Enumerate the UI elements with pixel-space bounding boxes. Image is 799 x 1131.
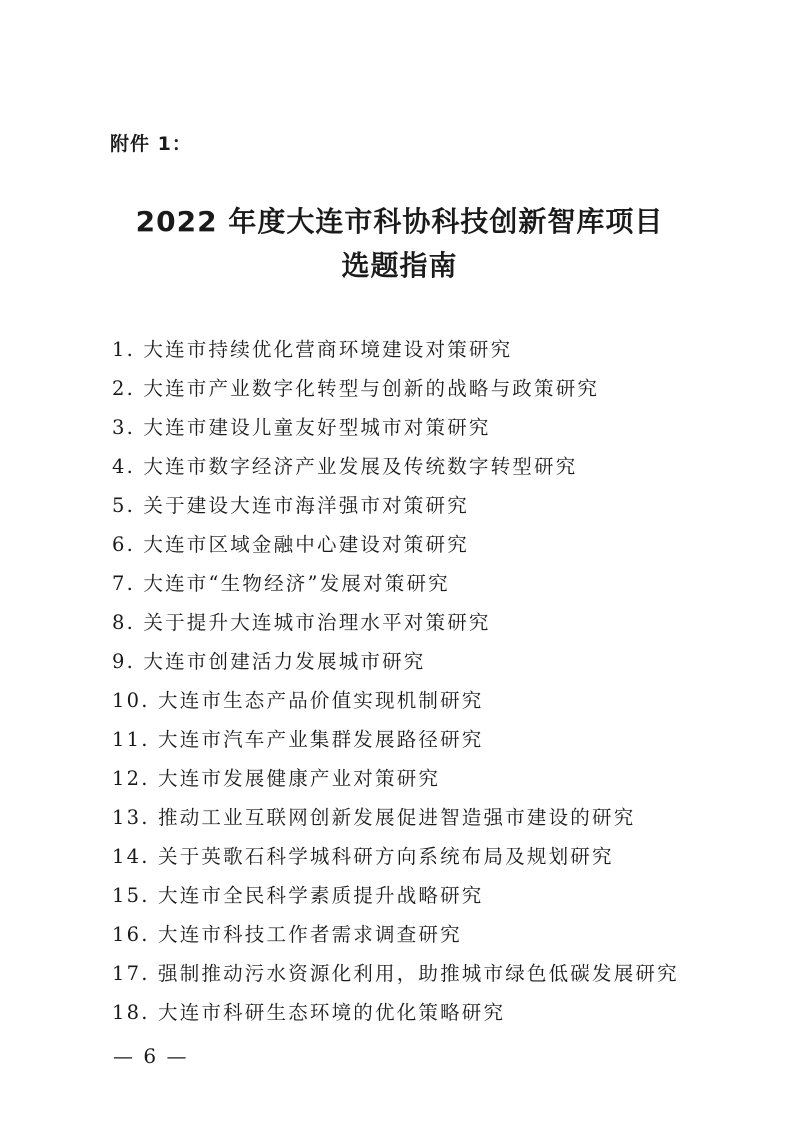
topic-item: 4. 大连市数字经济产业发展及传统数字转型研究 <box>112 455 578 478</box>
document-title-line-1: 2022 年度大连市科协科技创新智库项目 <box>135 205 664 238</box>
topic-item: 7. 大连市“生物经济”发展对策研究 <box>112 572 450 595</box>
topic-item: 16. 大连市科技工作者需求调查研究 <box>112 923 462 946</box>
topic-item: 17. 强制推动污水资源化利用，助推城市绿色低碳发展研究 <box>112 962 679 985</box>
topic-item: 13. 推动工业互联网创新发展促进智造强市建设的研究 <box>112 806 636 829</box>
page-number: — 6 — <box>113 1044 189 1068</box>
topic-item: 9. 大连市创建活力发展城市研究 <box>112 650 426 673</box>
topic-item: 14. 关于英歌石科学城科研方向系统布局及规划研究 <box>112 845 614 868</box>
topic-item: 1. 大连市持续优化营商环境建设对策研究 <box>112 338 513 361</box>
attachment-label: 附件 1： <box>110 133 192 155</box>
topic-item: 3. 大连市建设儿童友好型城市对策研究 <box>112 416 491 439</box>
topic-item: 11. 大连市汽车产业集群发展路径研究 <box>112 728 484 751</box>
topic-item: 18. 大连市科研生态环境的优化策略研究 <box>112 1001 506 1024</box>
topic-list <box>112 330 679 1032</box>
topic-item: 5. 关于建设大连市海洋强市对策研究 <box>112 494 469 517</box>
topic-item: 10. 大连市生态产品价值实现机制研究 <box>112 689 484 712</box>
document-title-line-2: 选题指南 <box>341 249 458 282</box>
topic-item: 6. 大连市区域金融中心建设对策研究 <box>112 533 469 556</box>
topic-item: 2. 大连市产业数字化转型与创新的战略与政策研究 <box>112 377 600 400</box>
topic-item: 15. 大连市全民科学素质提升战略研究 <box>112 884 484 907</box>
topic-item: 12. 大连市发展健康产业对策研究 <box>112 767 441 790</box>
topic-item: 8. 关于提升大连城市治理水平对策研究 <box>112 611 491 634</box>
